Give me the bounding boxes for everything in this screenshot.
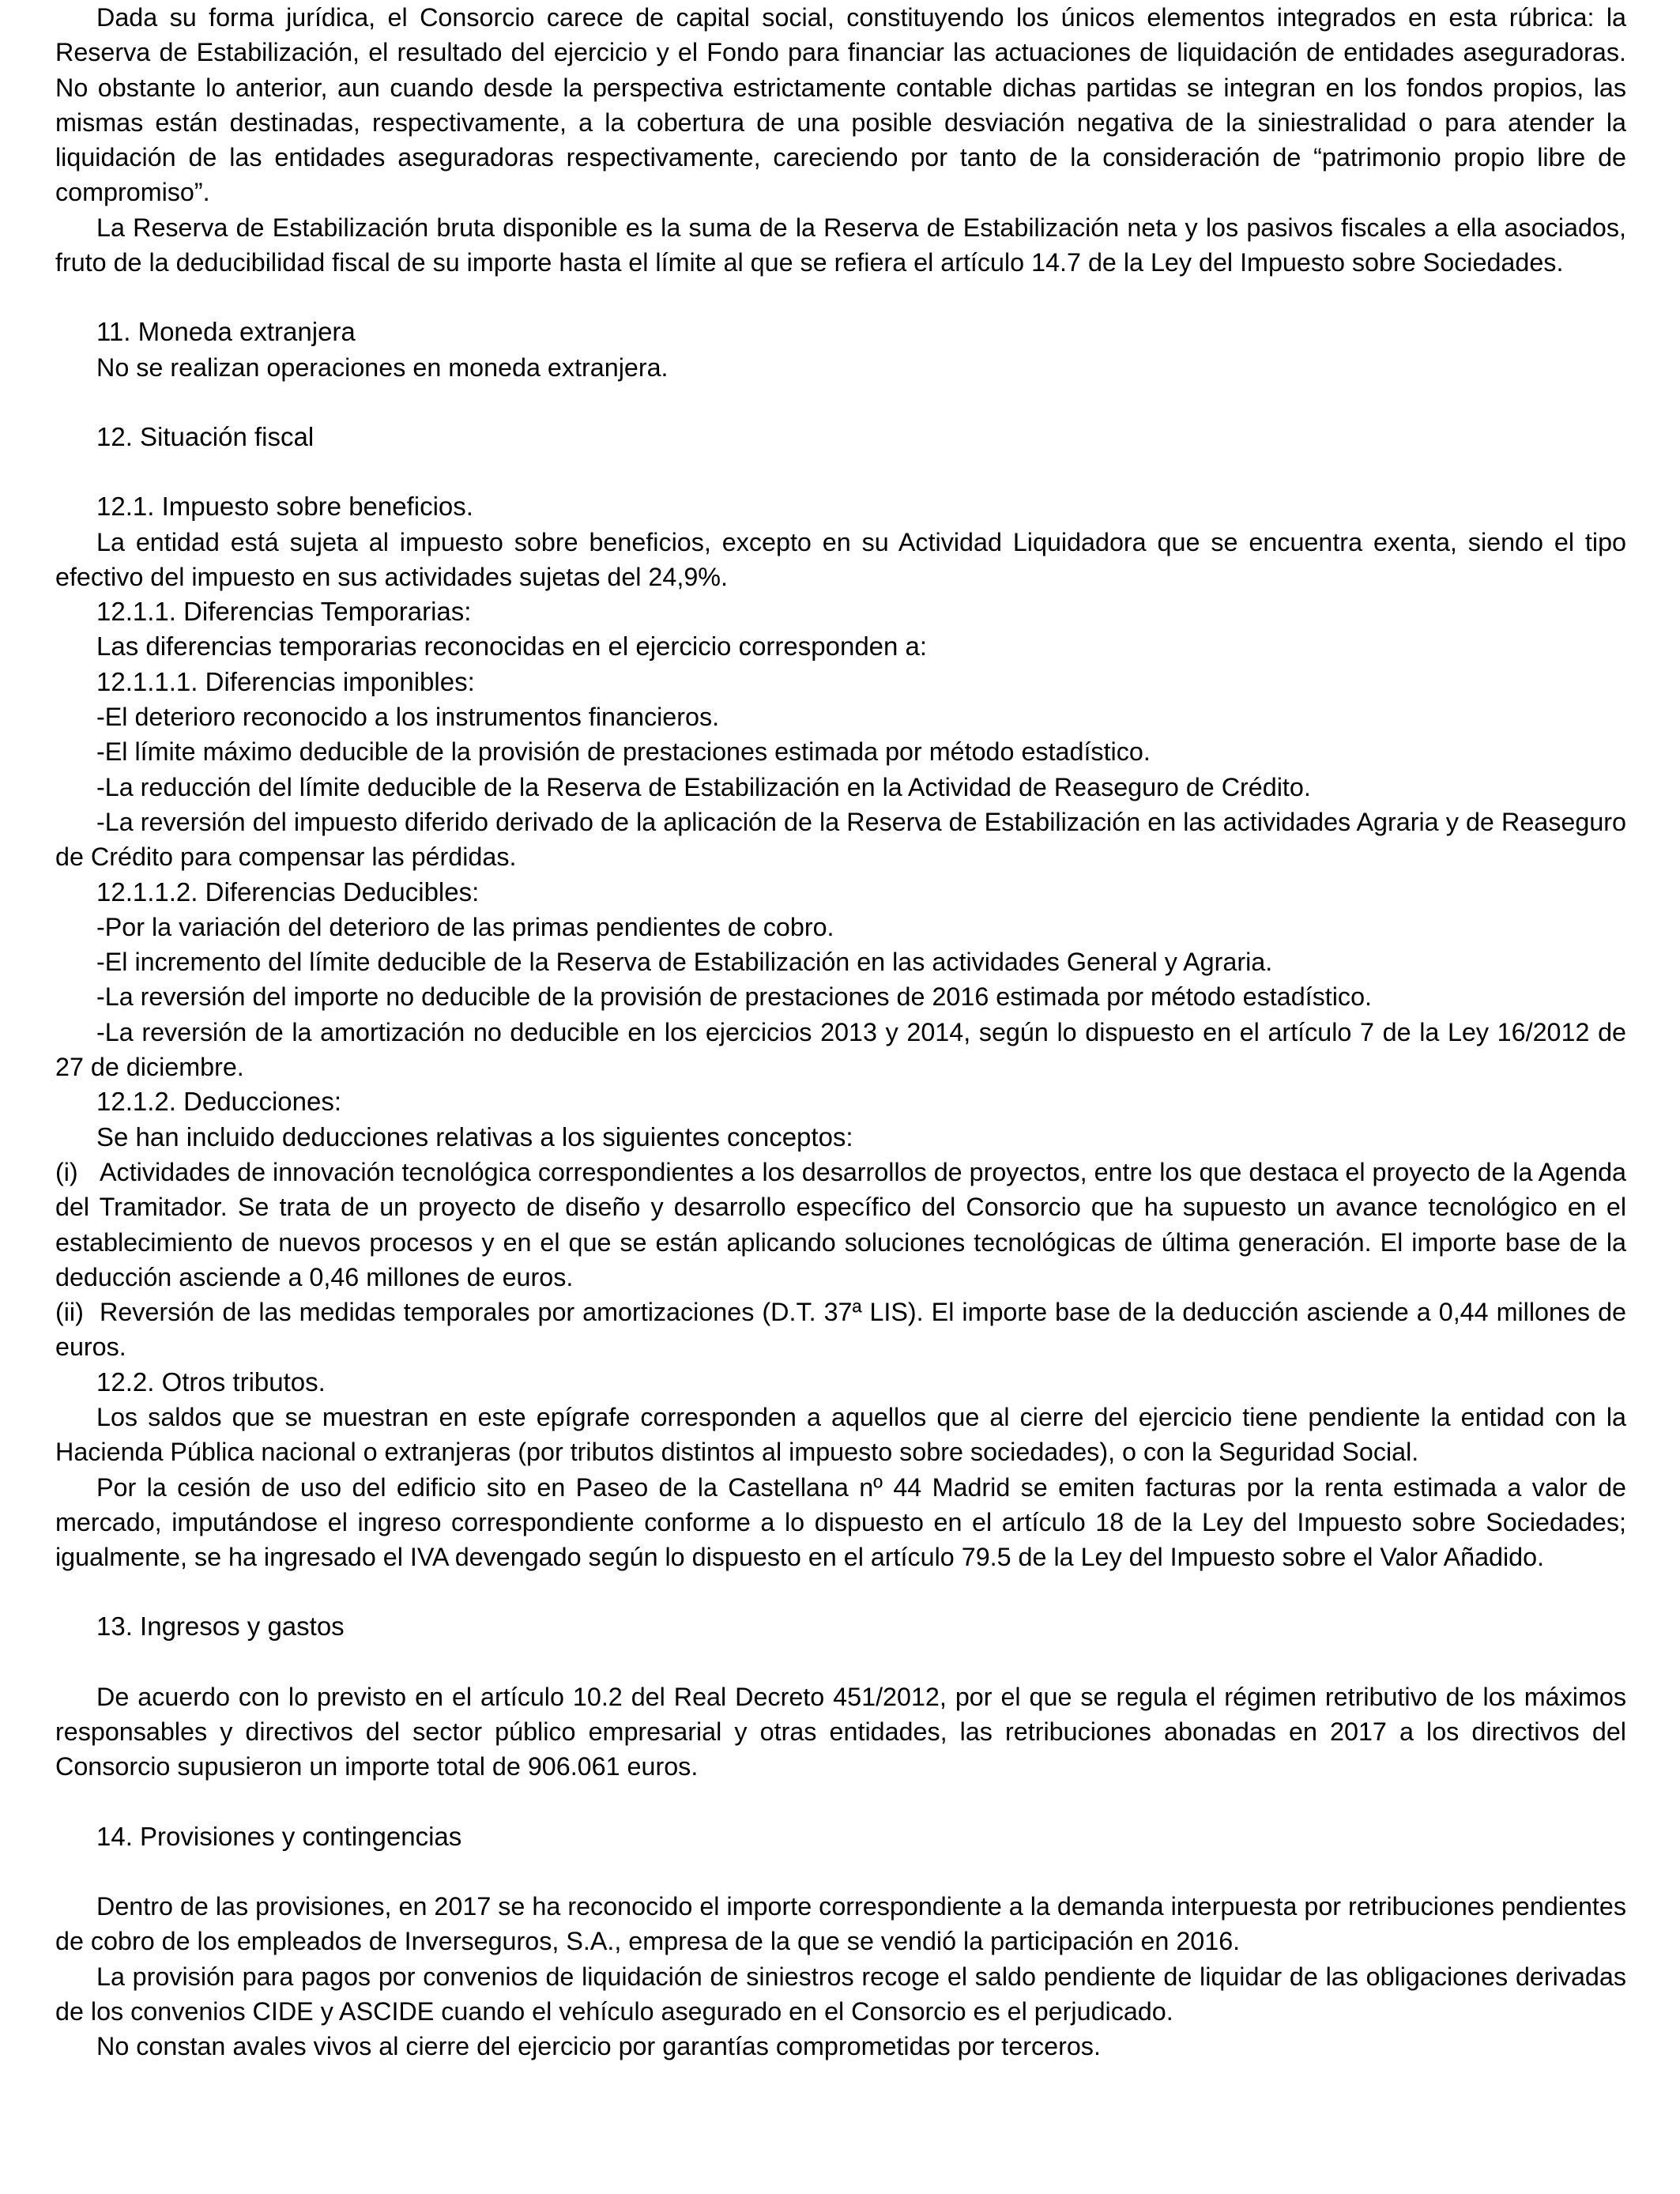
section-heading-13: 13. Ingresos y gastos (96, 1612, 345, 1642)
subsection-heading-12-1-1-1: 12.1.1.1. Diferencias imponibles: (96, 666, 475, 696)
paragraph-moneda-extranjera: No se realizan operaciones en moneda extranjera. (96, 352, 669, 382)
list-item-imponible: -El deterioro reconocido a los instrumentos financieros. (96, 703, 720, 732)
spacer (55, 1574, 1626, 1609)
spacer (55, 1854, 1626, 1889)
spacer (55, 280, 1626, 315)
list-marker: (ii) (55, 1298, 84, 1327)
paragraph-ingresos-gastos: De acuerdo con lo previsto en el artículo 10.2 del Real Decreto 451/2012, por el que se regula el régimen retributivo de los máximos responsables y directivos del sector público empresarial y otras entidades, las retribuciones abonadas en 2017 a los directivos del Consorcio supusieron un importe total de 906.061 euros. (55, 1682, 1626, 1781)
paragraph-fondos-propios: Dada su forma jurídica, el Consorcio carece de capital social, constituyendo los únicos elementos integrados en esta rúbrica: la Reserva de Estabilización, el resultado del ejercicio y el Fondo para financiar las actuaciones de liquidación de entidades aseguradoras. No obstante lo anterior, aun cuando desde la perspectiva estrictamente contable dichas partidas se integran en los fondos propios, las mismas están destinadas, respectivamente, a la cobertura de una posible desviación negativa de la siniestralidad o para atender la liquidación de las entidades aseguradoras respectivamente, careciendo por tanto de la consideración de “patrimonio propio libre de compromiso”. (55, 3, 1626, 207)
spacer (55, 385, 1626, 420)
subsection-heading-12-1: 12.1. Impuesto sobre beneficios. (96, 492, 473, 522)
list-item-text: Reversión de las medidas temporales por amortizaciones (D.T. 37ª LIS). El importe base de la deducción asciende a 0,44 millones de euros. (55, 1298, 1626, 1362)
paragraph-convenios: La provisión para pagos por convenios de liquidación de siniestros recoge el saldo pendiente de liquidar de las obligaciones derivadas de los convenios CIDE y ASCIDE cuando el vehículo asegurado en el Consorcio es el perjudicado. (55, 1962, 1626, 2026)
subsection-heading-12-1-2: 12.1.2. Deducciones: (96, 1087, 342, 1117)
section-heading-11: 11. Moneda extranjera (96, 317, 356, 347)
section-heading-12: 12. Situación fiscal (96, 421, 315, 451)
subsection-heading-12-1-1: 12.1.1. Diferencias Temporarias: (96, 597, 472, 627)
paragraph-reserva-estabilizacion: La Reserva de Estabilización bruta disponible es la suma de la Reserva de Estabilización neta y los pasivos fiscales a ella asociados, fruto de la deducibilidad fiscal de su importe hasta el límite al que se refiera el artículo 14.7 de la Ley del Impuesto sobre Sociedades. (55, 213, 1626, 277)
spacer (55, 1785, 1626, 1819)
list-item-deducible: -El incremento del límite deducible de la Reserva de Estabilización en las actividades General y Agraria. (96, 948, 1273, 977)
paragraph-avales: No constan avales vivos al cierre del ejercicio por garantías comprometidas por terceros. (96, 2032, 1101, 2061)
document-page (55, 0, 1626, 2064)
list-item-imponible: -El límite máximo deducible de la provisión de prestaciones estimada por método estadístico. (96, 737, 1151, 767)
paragraph-provisiones: Dentro de las provisiones, en 2017 se ha reconocido el importe correspondiente a la demanda interpuesta por retribuciones pendientes de cobro de los empleados de Inverseguros, S.A., empresa de la que se vendió la participación en 2016. (55, 1891, 1626, 1956)
list-item-deduccion (55, 1295, 1626, 1365)
paragraph-deducciones-intro: Se han incluido deducciones relativas a los siguientes conceptos: (96, 1122, 853, 1152)
section-heading-14: 14. Provisiones y contingencias (96, 1821, 462, 1851)
list-item-deducible: -La reversión del importe no deducible de la provisión de prestaciones de 2016 estimada por método estadístico. (96, 982, 1373, 1012)
list-item-deduccion (55, 1155, 1626, 1295)
paragraph-impuesto-beneficios: La entidad está sujeta al impuesto sobre beneficios, excepto en su Actividad Liquidadora que se encuentra exenta, siendo el tipo efectivo del impuesto en sus actividades sujetas del 24,9%. (55, 527, 1626, 591)
paragraph-diferencias-temporarias: Las diferencias temporarias reconocidas en el ejercicio corresponden a: (96, 631, 928, 662)
list-marker: (i) (55, 1157, 78, 1186)
spacer (55, 454, 1626, 489)
paragraph-cesion-edificio: Por la cesión de uso del edificio sito en Paseo de la Castellana nº 44 Madrid se emiten facturas por la renta estimada a valor de mercado, imputándose el ingreso correspondiente conforme a lo dispuesto en el artículo 18 de la Ley del Impuesto sobre Sociedades; igualmente, se ha ingresado el IVA devengado según lo dispuesto en el artículo 79.5 de la Ley del Impuesto sobre el Valor Añadido. (55, 1472, 1626, 1572)
list-item-imponible: -La reducción del límite deducible de la Reserva de Estabilización en la Actividad de Reaseguro de Crédito. (96, 772, 1311, 801)
list-item-deducible: -La reversión de la amortización no deducible en los ejercicios 2013 y 2014, según lo dispuesto en el artículo 7 de la Ley 16/2012 de 27 de diciembre. (55, 1017, 1626, 1082)
list-item-text: Actividades de innovación tecnológica correspondientes a los desarrollos de proyectos, entre los que destaca el proyecto de la Agenda del Tramitador. Se trata de un proyecto de diseño y desarrollo específico del Consorcio que ha supuesto un avance tecnológico en el establecimiento de nuevos procesos y en el que se están aplicando soluciones tecnológicas de última generación. El importe base de la deducción asciende a 0,46 millones de euros. (55, 1157, 1626, 1291)
paragraph-otros-tributos: Los saldos que se muestran en este epígrafe corresponden a aquellos que al cierre del ejercicio tiene pendiente la entidad con la Hacienda Pública nacional o extranjeras (por tributos distintos al impuesto sobre sociedades), o con la Seguridad Social. (55, 1402, 1626, 1467)
subsection-heading-12-2: 12.2. Otros tributos. (96, 1367, 326, 1397)
subsection-heading-12-1-1-2: 12.1.1.2. Diferencias Deducibles: (96, 876, 480, 907)
list-item-imponible: -La reversión del impuesto diferido derivado de la aplicación de la Reserva de Estabilización en las actividades Agraria y de Reaseguro de Crédito para compensar las pérdidas. (55, 807, 1626, 872)
list-item-deducible: -Por la variación del deterioro de las primas pendientes de cobro. (96, 912, 834, 941)
spacer (55, 1645, 1626, 1679)
